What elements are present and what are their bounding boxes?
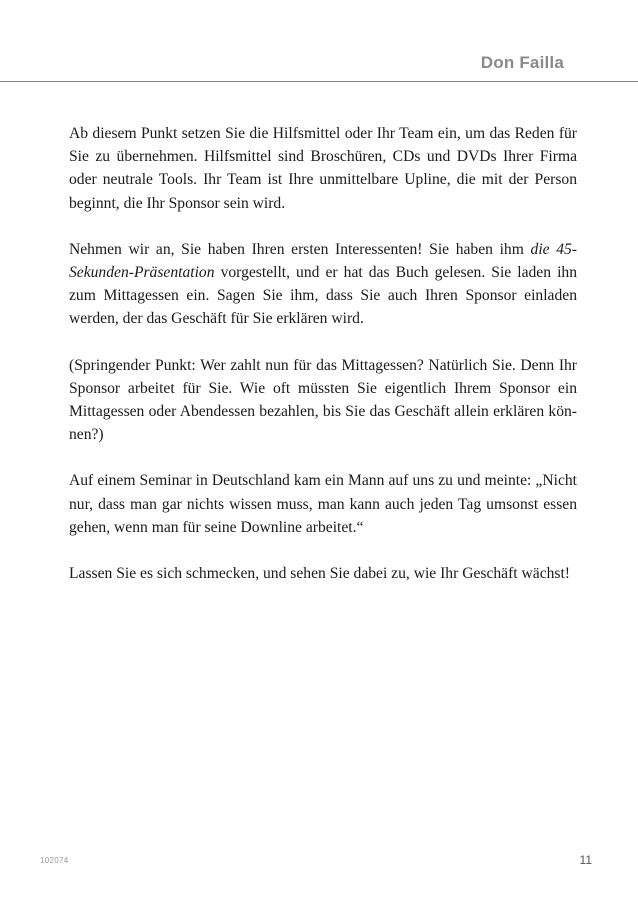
paragraph-5: Lassen Sie es sich schmecken, und sehen Sie dabei zu, wie Ihr Geschäft wächst! <box>69 565 571 583</box>
body-text <box>69 122 577 608</box>
page-header <box>0 0 638 84</box>
paragraph-1: Ab diesem Punkt setzen Sie die Hilfsmittel oder Ihr Team ein, um das Reden für Sie zu übernehmen. Hilfsmittel sind Broschüren, CDs und DVDs Ihrer Firma oder neutrale Tools. Ihr Team ist Ihre unmittelbare Upline, die mit der Person beginnt, die Ihr Sponsor sein wird. <box>69 125 577 212</box>
paragraph-2-text-start: Nehmen wir an, Sie haben Ihren ersten Interessenten! Sie haben ihm <box>69 240 531 258</box>
running-header-author: Don Failla <box>480 53 564 72</box>
footer-code: 102074 <box>40 856 69 865</box>
paragraph-2-italic-title: die 45-Sekunden-Präsentation <box>69 240 577 282</box>
paragraph-2-text-end: vorgestellt, und er hat das Buch gelesen. Sie laden ihn zum Mittagessen ein. Sagen Sie ihm, dass Sie auch Ihren Sponsor einladen werden, der das Geschäft für Sie erklären wird. <box>69 264 577 328</box>
paragraph-2 <box>69 238 577 331</box>
paragraph-4: Auf einem Seminar in Deutschland kam ein Mann auf uns zu und meinte: „Nicht nur, dass man gar nichts wissen muss, man kann auch jeden Tag umsonst essen gehen, wenn man für seine Downline arbeitet.“ <box>69 472 577 536</box>
header-rule <box>0 81 638 82</box>
page-number: 11 <box>579 853 592 867</box>
paragraph-3: (Springender Punkt: Wer zahlt nun für das Mittagessen? Natürlich Sie. Denn Ihr Sponsor arbeitet für Sie. Wie oft müssten Sie eigentlich Ihrem Sponsor ein Mittagessen oder Abendessen bezahlen, bis Sie das Geschäft allein erklären können?) <box>69 356 577 444</box>
